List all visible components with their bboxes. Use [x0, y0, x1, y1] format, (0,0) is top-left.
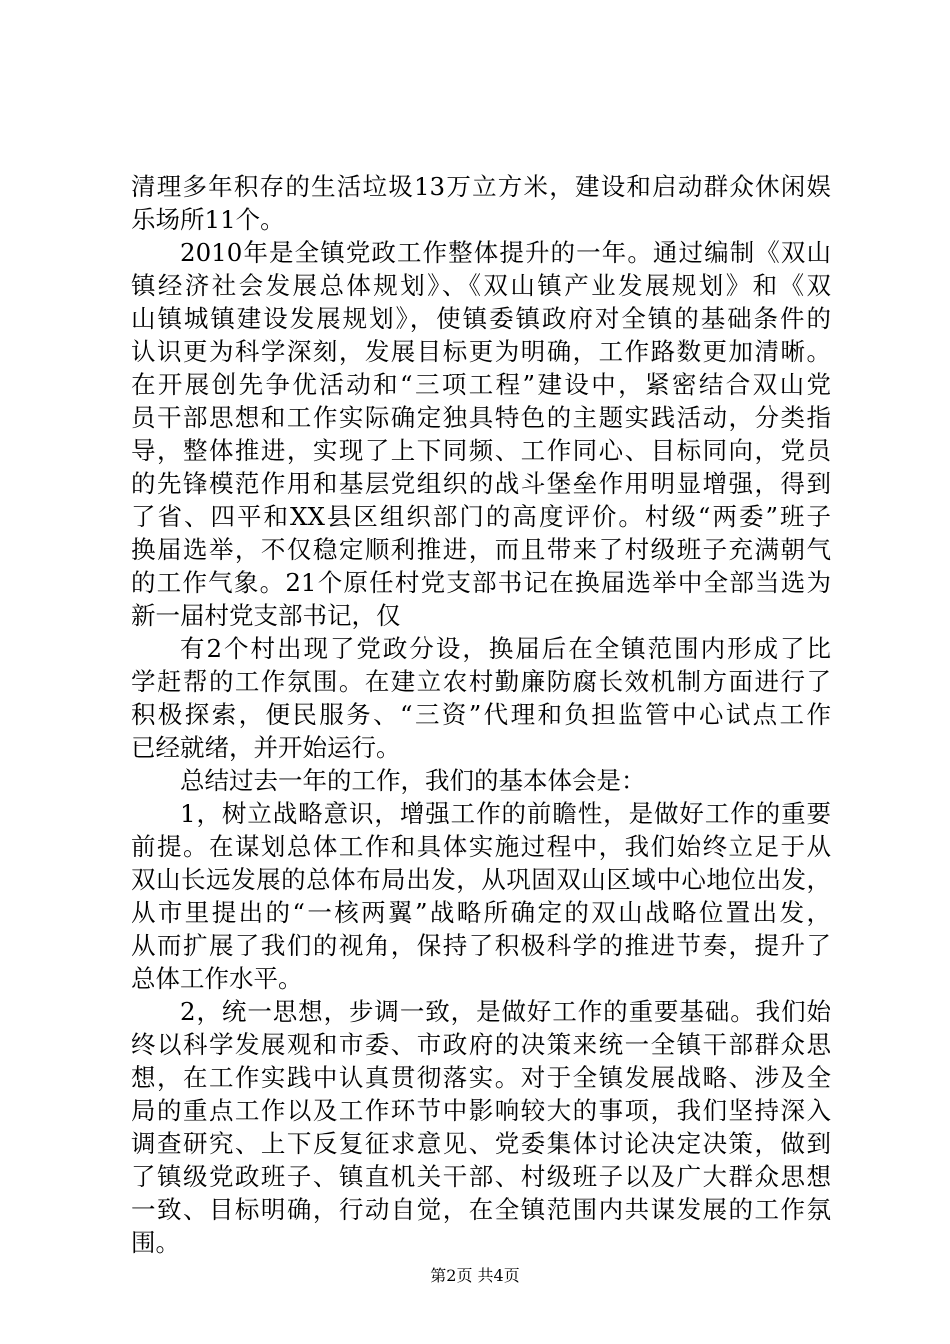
text-line: 在开展创先争优活动和“三项工程”建设中，紧密结合双山党 — [131, 370, 831, 399]
text-line: 双山长远发展的总体布局出发，从巩固双山区域中心地位出发， — [131, 865, 831, 894]
text-line: 了镇级党政班子、镇直机关干部、村级班子以及广大群众思想 — [131, 1162, 831, 1191]
document-body — [131, 170, 831, 1259]
text-line: 有2个村出现了党政分设，换届后在全镇范围内形成了比 — [180, 634, 831, 663]
text-line: 围。 — [131, 1228, 180, 1257]
text-line: 总体工作水平。 — [131, 964, 303, 993]
text-line: 认识更为科学深刻，发展目标更为明确，工作路数更加清晰。 — [131, 337, 831, 366]
text-line: 的工作气象。21个原任村党支部书记在换届选举中全部当选为 — [131, 568, 831, 597]
text-line: 镇经济社会发展总体规划》、《双山镇产业发展规划》和《双 — [131, 271, 831, 300]
text-line: 了省、四平和XX县区组织部门的高度评价。村级“两委”班子 — [131, 502, 831, 531]
text-line: 清理多年积存的生活垃圾13万立方米，建设和启动群众休闲娱 — [131, 172, 831, 201]
text-line: 乐场所11个。 — [131, 205, 285, 234]
text-line: 新一届村党支部书记，仅 — [131, 601, 401, 630]
text-line: 终以科学发展观和市委、市政府的决策来统一全镇干部群众思 — [131, 1030, 831, 1059]
text-line: 积极探索，便民服务、“三资”代理和负担监管中心试点工作 — [131, 700, 831, 729]
text-line: 1，树立战略意识，增强工作的前瞻性，是做好工作的重要 — [180, 799, 831, 828]
text-line: 总结过去一年的工作，我们的基本体会是： — [180, 766, 646, 795]
text-line: 局的重点工作以及工作环节中影响较大的事项，我们坚持深入 — [131, 1096, 831, 1125]
text-line: 的先锋模范作用和基层党组织的战斗堡垒作用明显增强，得到 — [131, 469, 831, 498]
text-line: 从市里提出的“一核两翼”战略所确定的双山战略位置出发， — [131, 898, 831, 927]
text-line: 已经就绪，并开始运行。 — [131, 733, 401, 762]
text-line: 从而扩展了我们的视角，保持了积极科学的推进节奏，提升了 — [131, 931, 831, 960]
text-line: 换届选举，不仅稳定顺利推进，而且带来了村级班子充满朝气 — [131, 535, 831, 564]
text-line: 想，在工作实践中认真贯彻落实。对于全镇发展战略、涉及全 — [131, 1063, 831, 1092]
text-line: 员干部思想和工作实际确定独具特色的主题实践活动，分类指 — [131, 403, 831, 432]
text-line: 导，整体推进，实现了上下同频、工作同心、目标同向，党员 — [131, 436, 831, 465]
text-line: 前提。在谋划总体工作和具体实施过程中，我们始终立足于从 — [131, 832, 831, 861]
text-line: 学赶帮的工作氛围。在建立农村勤廉防腐长效机制方面进行了 — [131, 667, 831, 696]
page-footer: 第2页 共4页 — [430, 1266, 520, 1285]
text-line: 2，统一思想，步调一致，是做好工作的重要基础。我们始 — [180, 997, 831, 1026]
text-line: 调查研究、上下反复征求意见、党委集体讨论决定决策，做到 — [131, 1129, 831, 1158]
text-line: 2010年是全镇党政工作整体提升的一年。通过编制《双山 — [180, 238, 831, 267]
text-line: 山镇城镇建设发展规划》，使镇委镇政府对全镇的基础条件的 — [131, 304, 831, 333]
text-line: 一致、目标明确，行动自觉，在全镇范围内共谋发展的工作氛 — [131, 1195, 831, 1224]
